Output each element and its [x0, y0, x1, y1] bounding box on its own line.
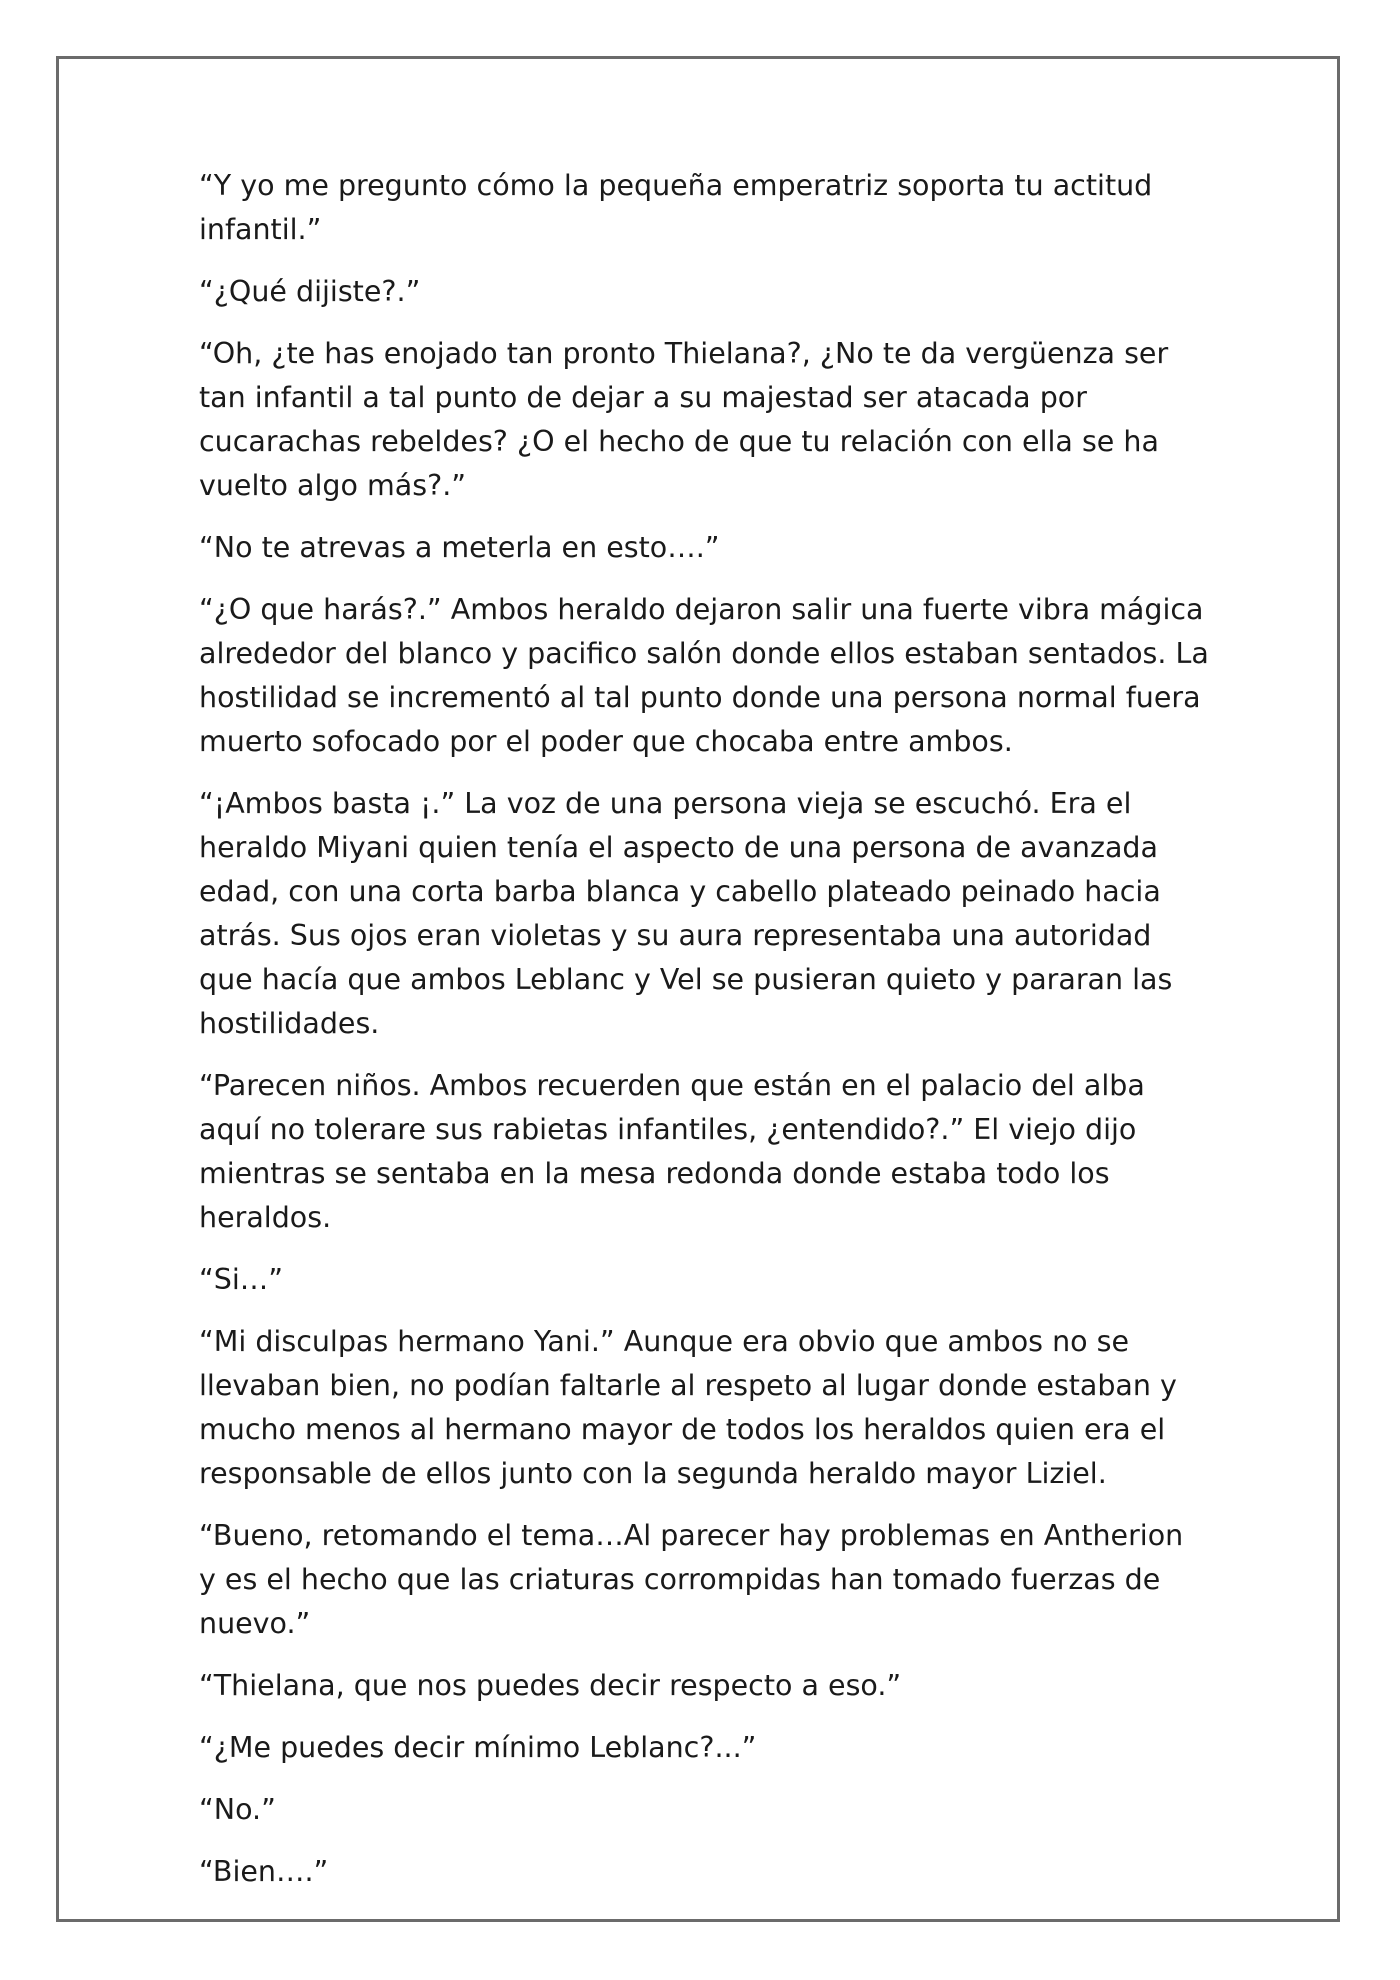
paragraph: “¡Ambos basta ¡.” La voz de una persona vieja se escuchó. Era el heraldo Miyani quien tenía el aspecto de una persona de avanzada edad, con una corta barba blanca y cabello plateado peinado hacia atrás. Sus ojos eran violetas y su aura representaba una autoridad que hacía que ambos Leblanc y Vel se pusieran quieto y pararan las hostilidades.	[199, 787, 1173, 1040]
paragraph: “¿Qué dijiste?.”	[199, 275, 421, 308]
paragraph: “Y yo me pregunto cómo la pequeña emperatriz soporta tu actitud infantil.”	[199, 169, 1153, 246]
paragraph: “Si…”	[199, 1263, 284, 1296]
paragraph: “¿Me puedes decir mínimo Leblanc?...”	[199, 1731, 757, 1764]
paragraph: “Oh, ¿te has enojado tan pronto Thielana?, ¿No te da vergüenza ser tan infantil a tal punto de dejar a su majestad ser atacada por cucarachas rebeldes? ¿O el hecho de que tu relación con ella se ha vuelto algo más?.”	[199, 337, 1169, 502]
paragraph: “Thielana, que nos puedes decir respecto a eso.”	[199, 1669, 902, 1702]
paragraph: “¿O que harás?.” Ambos heraldo dejaron salir una fuerte vibra mágica alrededor del blanco y pacifico salón donde ellos estaban sentados. La hostilidad se incrementó al tal punto donde una persona normal fuera muerto sofocado por el poder que chocaba entre ambos.	[199, 593, 1209, 758]
document-body	[199, 164, 1209, 1912]
paragraph: “No.”	[199, 1793, 276, 1826]
paragraph: “Bueno, retomando el tema…Al parecer hay problemas en Antherion y es el hecho que las criaturas corrompidas han tomado fuerzas de nuevo.”	[199, 1519, 1184, 1640]
paragraph: “No te atrevas a meterla en esto….”	[199, 531, 720, 564]
paragraph: “Parecen niños. Ambos recuerden que están en el palacio del alba aquí no tolerare sus rabietas infantiles, ¿entendido?.” El viejo dijo mientras se sentaba en la mesa redonda donde estaba todo los heraldos.	[199, 1069, 1145, 1234]
paragraph: “Bien….”	[199, 1855, 329, 1888]
paragraph: “Mi disculpas hermano Yani.” Aunque era obvio que ambos no se llevaban bien, no podían faltarle al respeto al lugar donde estaban y mucho menos al hermano mayor de todos los heraldos quien era el responsable de ellos junto con la segunda heraldo mayor Liziel.	[199, 1325, 1177, 1490]
